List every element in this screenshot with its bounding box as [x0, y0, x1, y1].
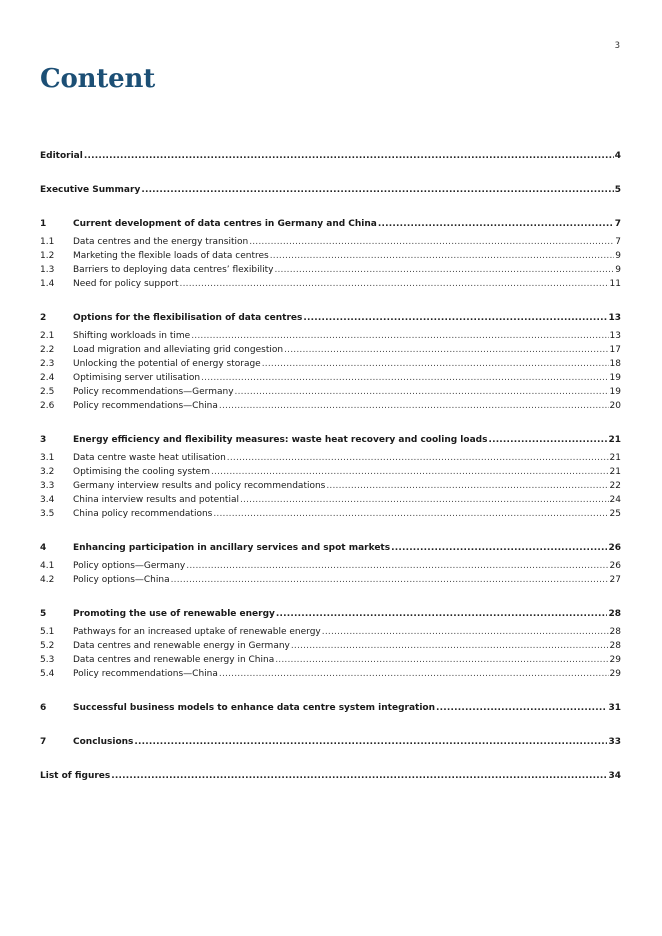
- toc-entry-title: Barriers to deploying data centres’ flexibility: [73, 265, 274, 275]
- spacer: [40, 587, 621, 607]
- toc-subsection[interactable]: [40, 371, 621, 385]
- toc-entry-title: Marketing the flexible loads of data centres: [73, 251, 269, 261]
- toc-entry-number: 1.1: [40, 237, 55, 247]
- toc-entry-page: 28: [609, 627, 621, 637]
- toc-chapter[interactable]: [40, 217, 621, 231]
- table-of-contents: [40, 149, 621, 783]
- toc-entry-page: 26: [608, 543, 621, 553]
- toc-entry-number: 3.3: [40, 481, 55, 491]
- dot-leader: [322, 625, 609, 639]
- toc-entry-title: Optimising server utilisation: [73, 373, 201, 383]
- dot-leader: [488, 433, 607, 447]
- toc-entry-number: 4.1: [40, 561, 55, 571]
- dot-leader: [201, 371, 608, 385]
- toc-entry-number: 4: [40, 543, 47, 553]
- dot-leader: [262, 357, 609, 371]
- toc-subsection[interactable]: [40, 277, 621, 291]
- dot-leader: [111, 769, 607, 783]
- toc-subsection[interactable]: [40, 625, 621, 639]
- toc-entry-title: Shifting workloads in time: [73, 331, 191, 341]
- toc-entry-page: 33: [608, 737, 621, 747]
- toc-entry-page: 19: [609, 387, 621, 397]
- toc-entry-page: 18: [609, 359, 621, 369]
- spacer: [40, 521, 621, 541]
- toc-entry-page: 13: [608, 313, 621, 323]
- spacer: [40, 715, 621, 735]
- toc-entry-title: Policy recommendations—Germany: [73, 387, 234, 397]
- dot-leader: [211, 465, 609, 479]
- dot-leader: [134, 735, 607, 749]
- toc-entry-title: Need for policy support: [73, 279, 179, 289]
- toc-chapter[interactable]: [40, 701, 621, 715]
- toc-chapter[interactable]: [40, 541, 621, 555]
- toc-entry-number: 3: [40, 435, 47, 445]
- toc-section[interactable]: [40, 149, 621, 163]
- dot-leader: [219, 399, 609, 413]
- toc-subsection[interactable]: [40, 451, 621, 465]
- toc-subsection[interactable]: [40, 399, 621, 413]
- toc-entry-number: 7: [40, 737, 47, 747]
- toc-entry-title: Executive Summary: [40, 185, 141, 195]
- dot-leader: [213, 507, 608, 521]
- toc-entry-title: Load migration and alleviating grid congestion: [73, 345, 284, 355]
- dot-leader: [171, 573, 609, 587]
- toc-entry-number: 1.4: [40, 279, 55, 289]
- dot-leader: [235, 385, 609, 399]
- toc-entry-page: 28: [608, 609, 621, 619]
- toc-entry-page: 13: [609, 331, 621, 341]
- toc-entry-number: 1.3: [40, 265, 55, 275]
- toc-entry-page: 21: [608, 435, 621, 445]
- dot-leader: [391, 541, 607, 555]
- toc-entry-title: Promoting the use of renewable energy: [73, 609, 275, 619]
- toc-chapter[interactable]: [40, 433, 621, 447]
- dot-leader: [219, 667, 609, 681]
- dot-leader: [186, 559, 608, 573]
- toc-subsection[interactable]: [40, 559, 621, 573]
- toc-subsection[interactable]: [40, 343, 621, 357]
- toc-entry-title: Energy efficiency and flexibility measures: waste heat recovery and cooling loads: [73, 435, 488, 445]
- dot-leader: [436, 701, 607, 715]
- toc-entry-page: 9: [615, 251, 621, 261]
- toc-entry-title: List of figures: [40, 771, 111, 781]
- spacer: [40, 163, 621, 183]
- toc-entry-page: 4: [614, 151, 621, 161]
- toc-entry-title: China interview results and potential: [73, 495, 239, 505]
- toc-entry-number: 3.2: [40, 467, 55, 477]
- spacer: [40, 681, 621, 701]
- dot-leader: [303, 311, 607, 325]
- toc-entry-page: 24: [609, 495, 621, 505]
- toc-entry-page: 22: [609, 481, 621, 491]
- toc-entry-title: Data centres and renewable energy in China: [73, 655, 275, 665]
- toc-entry-number: 1: [40, 219, 47, 229]
- toc-entry-page: 11: [609, 279, 621, 289]
- toc-entry-page: 9: [615, 265, 621, 275]
- toc-entry-title: Successful business models to enhance data centre system integration: [73, 703, 436, 713]
- toc-entry-title: Enhancing participation in ancillary services and spot markets: [73, 543, 391, 553]
- toc-entry-page: 21: [609, 467, 621, 477]
- toc-entry-number: 2.2: [40, 345, 55, 355]
- dot-leader: [270, 249, 615, 263]
- spacer: [40, 749, 621, 769]
- toc-entry-page: 34: [608, 771, 621, 781]
- dot-leader: [191, 329, 608, 343]
- toc-entry-title: China policy recommendations: [73, 509, 213, 519]
- toc-entry-page: 31: [608, 703, 621, 713]
- toc-entry-title: Current development of data centres in Germany and China: [73, 219, 377, 229]
- toc-subsection[interactable]: [40, 357, 621, 371]
- toc-entry-page: 27: [609, 575, 621, 585]
- toc-entry-number: 5.3: [40, 655, 55, 665]
- toc-entry-page: 21: [609, 453, 621, 463]
- toc-entry-number: 3.5: [40, 509, 55, 519]
- dot-leader: [84, 149, 614, 163]
- spacer: [40, 291, 621, 311]
- toc-subsection[interactable]: [40, 667, 621, 681]
- toc-subsection[interactable]: [40, 465, 621, 479]
- toc-entry-number: 2: [40, 313, 47, 323]
- spacer: [40, 413, 621, 433]
- toc-entry-page: 25: [609, 509, 621, 519]
- toc-entry-page: 7: [615, 237, 621, 247]
- dot-leader: [141, 183, 613, 197]
- toc-entry-title: Policy options—China: [73, 575, 170, 585]
- toc-entry-number: 5.2: [40, 641, 55, 651]
- dot-leader: [284, 343, 608, 357]
- page-number: 3: [614, 41, 620, 51]
- toc-entry-title: Conclusions: [73, 737, 134, 747]
- toc-subsection[interactable]: [40, 385, 621, 399]
- toc-entry-page: 20: [609, 401, 621, 411]
- toc-subsection[interactable]: [40, 639, 621, 653]
- toc-entry-number: 2.4: [40, 373, 55, 383]
- toc-subsection[interactable]: [40, 329, 621, 343]
- toc-entry-number: 4.2: [40, 575, 55, 585]
- toc-section[interactable]: [40, 769, 621, 783]
- toc-entry-number: 2.3: [40, 359, 55, 369]
- toc-entry-title: Data centre waste heat utilisation: [73, 453, 226, 463]
- toc-entry-title: Policy recommendations—China: [73, 401, 218, 411]
- page-title: Content: [40, 64, 156, 94]
- dot-leader: [276, 607, 608, 621]
- toc-entry-number: 3.4: [40, 495, 55, 505]
- toc-subsection[interactable]: [40, 249, 621, 263]
- toc-entry-number: 2.1: [40, 331, 55, 341]
- spacer: [40, 197, 621, 217]
- toc-entry-title: Policy options—Germany: [73, 561, 186, 571]
- toc-entry-page: 17: [609, 345, 621, 355]
- toc-subsection[interactable]: [40, 653, 621, 667]
- toc-subsection[interactable]: [40, 573, 621, 587]
- toc-entry-page: 7: [614, 219, 621, 229]
- toc-entry-page: 29: [609, 655, 621, 665]
- toc-entry-number: 5.4: [40, 669, 55, 679]
- dot-leader: [180, 277, 609, 291]
- toc-entry-title: Policy recommendations—China: [73, 669, 218, 679]
- toc-entry-page: 5: [614, 185, 621, 195]
- toc-entry-title: Unlocking the potential of energy storage: [73, 359, 261, 369]
- toc-entry-number: 5: [40, 609, 47, 619]
- toc-entry-page: 19: [609, 373, 621, 383]
- toc-subsection[interactable]: [40, 479, 621, 493]
- toc-entry-title: Data centres and renewable energy in Germany: [73, 641, 290, 651]
- toc-entry-title: Germany interview results and policy recommendations: [73, 481, 326, 491]
- toc-entry-page: 26: [609, 561, 621, 571]
- toc-entry-title: Options for the flexibilisation of data centres: [73, 313, 303, 323]
- toc-entry-number: 6: [40, 703, 47, 713]
- toc-entry-page: 28: [609, 641, 621, 651]
- toc-chapter[interactable]: [40, 735, 621, 749]
- toc-entry-number: 2.5: [40, 387, 55, 397]
- toc-subsection[interactable]: [40, 263, 621, 277]
- dot-leader: [240, 493, 609, 507]
- toc-entry-title: Editorial: [40, 151, 83, 161]
- dot-leader: [326, 479, 608, 493]
- toc-entry-title: Optimising the cooling system: [73, 467, 210, 477]
- dot-leader: [275, 653, 608, 667]
- toc-entry-page: 29: [609, 669, 621, 679]
- dot-leader: [227, 451, 609, 465]
- toc-section[interactable]: [40, 183, 621, 197]
- toc-entry-number: 2.6: [40, 401, 55, 411]
- toc-subsection[interactable]: [40, 507, 621, 521]
- toc-chapter[interactable]: [40, 607, 621, 621]
- toc-entry-title: Pathways for an increased uptake of renewable energy: [73, 627, 321, 637]
- toc-subsection[interactable]: [40, 235, 621, 249]
- toc-entry-number: 3.1: [40, 453, 55, 463]
- toc-entry-title: Data centres and the energy transition: [73, 237, 249, 247]
- dot-leader: [291, 639, 609, 653]
- toc-subsection[interactable]: [40, 493, 621, 507]
- dot-leader: [378, 217, 614, 231]
- toc-entry-number: 1.2: [40, 251, 55, 261]
- dot-leader: [249, 235, 614, 249]
- toc-entry-number: 5.1: [40, 627, 55, 637]
- toc-chapter[interactable]: [40, 311, 621, 325]
- dot-leader: [274, 263, 614, 277]
